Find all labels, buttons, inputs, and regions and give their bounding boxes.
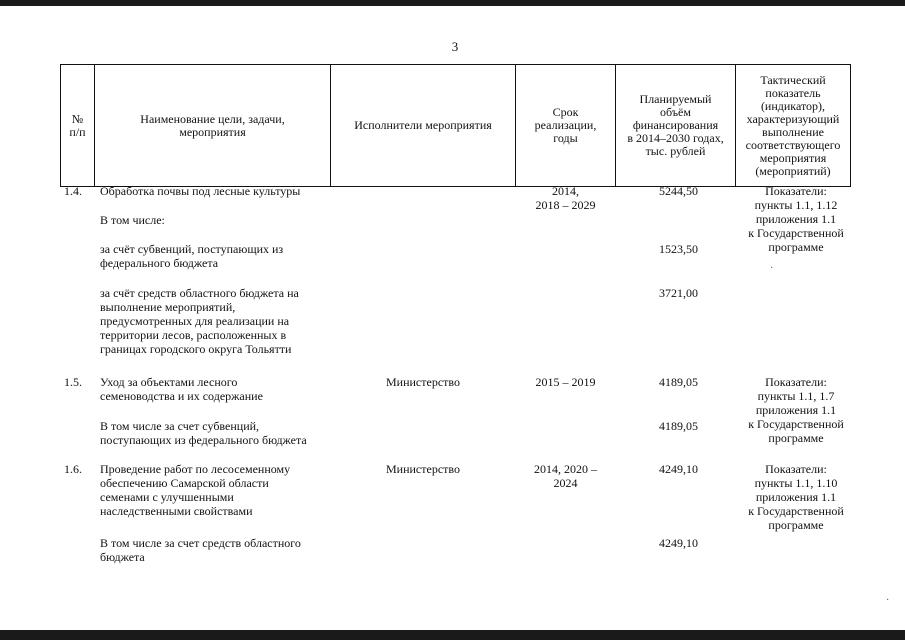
row-sub-text: В том числе за счет субвенций, поступающих из федерального бюджета	[100, 419, 307, 447]
header-term: Срок реализации, годы	[534, 105, 597, 145]
row-title: Проведение работ по лесосеменному обеспечению Самарской области семенами с улучшенными наследственными свойствами	[100, 462, 291, 518]
row-sub-amount: 1523,50	[659, 242, 698, 256]
row-indicator: Показатели: пункты 1.1, 1.7 приложения 1.1 к Государственной программе	[748, 375, 844, 445]
row-sub-amount: 4249,10	[659, 536, 698, 550]
row-term: 2014, 2018 – 2029	[535, 184, 596, 212]
row-indicator: Показатели: пункты 1.1, 1.12 приложения 1.1 к Государственной программе	[748, 184, 844, 254]
row-sub-text: за счёт субвенций, поступающих из федерального бюджета	[100, 242, 284, 270]
row-number: 1.4.	[64, 184, 82, 198]
row-number: 1.5.	[64, 375, 82, 389]
scan-speck: ·	[770, 263, 774, 274]
header-indicator: Тактический показатель (индикатор), характеризующий выполнение соответствующего мероприятия (мероприятий)	[745, 72, 841, 178]
row-title: Обработка почвы под лесные культуры	[100, 184, 301, 198]
row-title: Уход за объектами лесного семеноводства и их содержание	[100, 375, 263, 403]
row-number: 1.6.	[64, 462, 82, 476]
row-sub-text: за счёт средств областного бюджета на выполнение мероприятий, предусмотренных для реализации на территории лесов, расположенных в границах городского округа Тольятти	[100, 286, 299, 356]
row-amount: 4249,10	[659, 462, 698, 476]
row-term: 2014, 2020 – 2024	[534, 462, 597, 490]
row-sub-amount: 3721,00	[659, 286, 698, 300]
header-financing: Планируемый объём финансирования в 2014–2030 годах, тыс. рублей	[627, 92, 724, 158]
row-sub-text: В том числе за счет средств областного бюджета	[100, 536, 301, 564]
page-number: 3	[451, 39, 459, 54]
header-executors: Исполнители мероприятия	[354, 118, 492, 132]
row-term: 2015 – 2019	[535, 375, 596, 389]
row-sub-amount: 4189,05	[659, 419, 698, 433]
row-indicator: Показатели: пункты 1.1, 1.10 приложения 1.1 к Государственной программе	[748, 462, 844, 532]
row-executor: Министерство	[386, 375, 460, 389]
header-num: № п/п	[69, 111, 86, 139]
row-executor: Министерство	[386, 462, 460, 476]
scan-speck: ·	[886, 595, 890, 606]
row-amount: 4189,05	[659, 375, 698, 389]
scan-bottom-edge	[0, 630, 905, 640]
scan-top-edge	[0, 0, 905, 6]
row-amount: 5244,50	[659, 184, 698, 198]
header-divider	[850, 64, 851, 187]
row-sub-text: В том числе:	[100, 213, 165, 227]
header-name: Наименование цели, задачи, мероприятия	[140, 111, 285, 139]
